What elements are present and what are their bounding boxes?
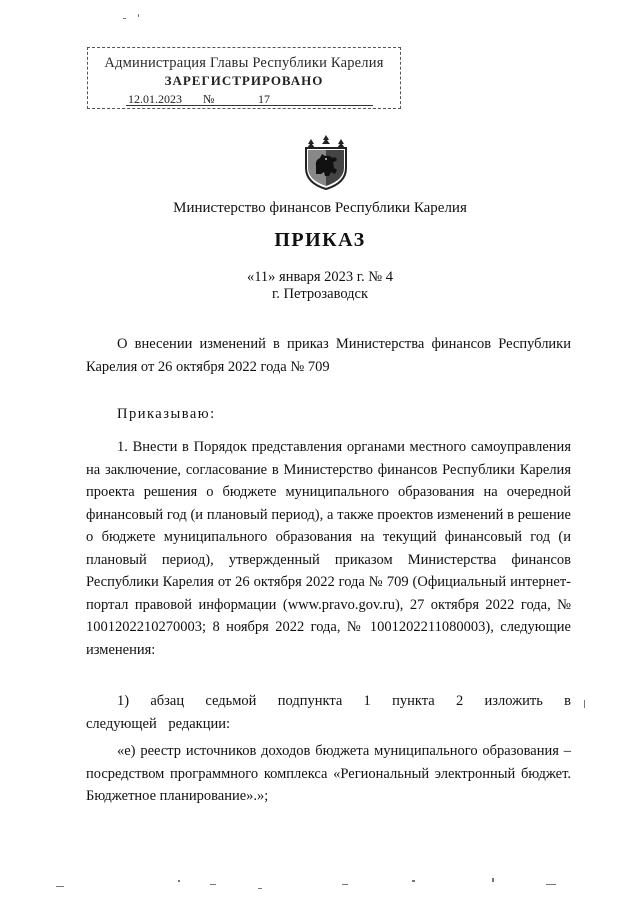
order-directive: Приказываю: [117, 406, 216, 422]
scan-speck [546, 884, 556, 885]
document-title: ПРИКАЗ [274, 229, 366, 251]
stamp-organization: Администрация Главы Республики Карелия [104, 55, 384, 71]
scan-speck [56, 886, 64, 887]
scan-speck [584, 700, 585, 708]
stamp-registration-line [128, 92, 373, 106]
order-date-number: «11» января 2023 г. № 4 [246, 269, 394, 285]
scan-speck [210, 884, 216, 885]
paragraph-3: «е) реестр источников доходов бюджета муниципального образования – посредством программного комплекса «Региональный электронный бюджет. Бюджетное планирование».»; [86, 743, 571, 804]
stamp-status: ЗАРЕГИСТРИРОВАНО [164, 73, 324, 88]
stamp-date: 12.01.2023 [128, 92, 182, 106]
scan-speck [138, 14, 139, 17]
city: г. Петрозаводск [271, 286, 369, 302]
scan-speck [342, 884, 348, 885]
ministry-name: Министерство финансов Республики Карелия [173, 200, 467, 216]
scan-speck [412, 880, 415, 882]
scan-speck [178, 880, 180, 882]
karelia-coat-of-arms-icon [302, 134, 350, 190]
scan-speck [258, 888, 262, 889]
stamp-number: 17 [258, 92, 270, 106]
paragraph-1: 1. Внести в Порядок представления органами местного самоуправления на заключение, согласование в Министерство финансов Республики Карелия проекта решения о бюджете муниципального образования на очередной финансовый год (и плановый период), а также проектов изменений в решение о бюджете муниципального образования на текущий финансовый год (и плановый период), утвержденный приказом Министерства финансов Республики Карелия от 26 октября 2022 года № 709 (Официальный интернет-портал правовой информации (www.pravo.gov.ru), 27 октября 2022 года, № 1001202210270003; 8 ноября 2022 года, № 1001202211080003), следующие изменения: [86, 439, 571, 658]
scan-speck [123, 18, 126, 19]
order-subject: О внесении изменений в приказ Министерства финансов Республики Карелия от 26 октября 2022 года № 709 [86, 336, 571, 375]
stamp-underline [126, 105, 373, 106]
registration-stamp [87, 47, 401, 109]
scan-speck [492, 878, 494, 882]
stamp-number-label: № [203, 92, 215, 106]
paragraph-2: 1) абзац седьмой подпункта 1 пункта 2 изложить в следующей редакции: [86, 693, 571, 732]
